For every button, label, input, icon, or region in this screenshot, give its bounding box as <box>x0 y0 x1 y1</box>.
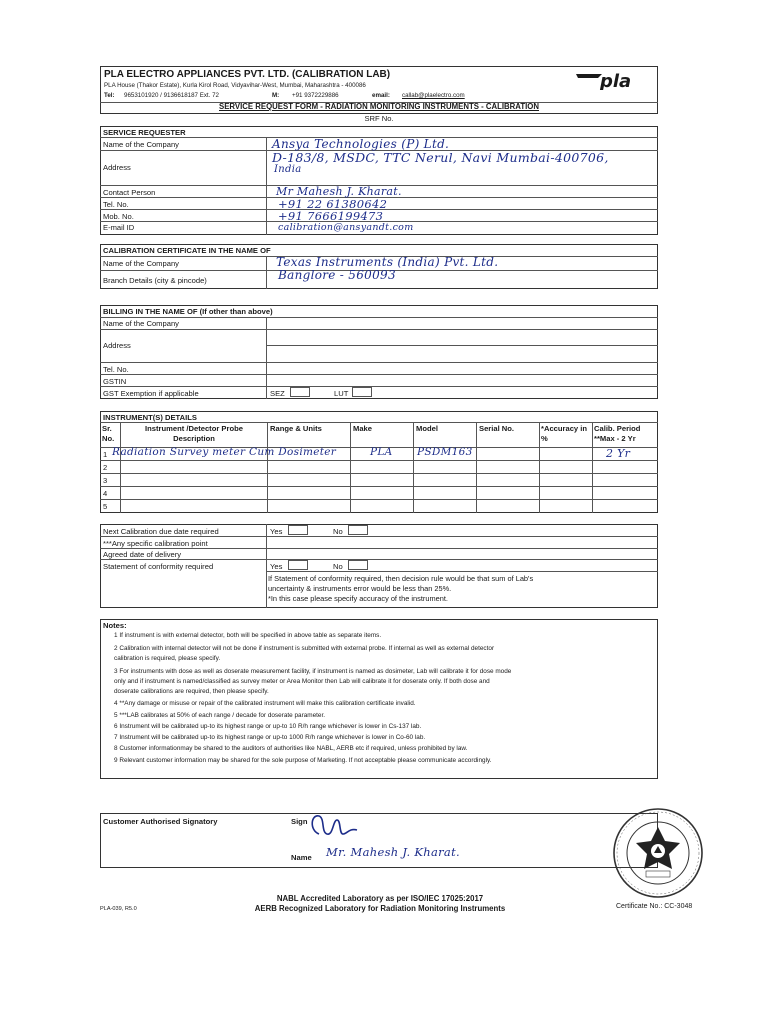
divider <box>100 329 658 330</box>
col-sr-no: Sr. No. <box>102 424 115 443</box>
row-number: 5 <box>103 502 108 511</box>
next-calibration-label: Next Calibration due date required <box>103 527 219 536</box>
divider <box>100 317 658 318</box>
billing-gst-exemption-label: GST Exemption if applicable <box>103 389 199 398</box>
billing-heading: BILLING IN THE NAME OF (If other than above) <box>103 307 273 316</box>
company-address: PLA House (Thakor Estate), Kurla Kirol Road, Vidyavihar-West, Mumbai, Maharashtra - 400086 <box>104 82 366 89</box>
divider <box>266 571 658 572</box>
note-item: 2 Calibration with internal detector will not be done if instrument is submitted with external probe. If internal as well as external detector <box>114 645 495 652</box>
lut-checkbox[interactable] <box>352 387 372 397</box>
certificate-number: Certificate No.: CC-3048 <box>616 903 693 910</box>
note-item: 6 Instrument will be calibrated up-to its highest range or up-to 10 R/h range whichever is lower in Cs-137 lab. <box>114 723 422 730</box>
requester-contact-value[interactable]: Mr Mahesh J. Kharat. <box>276 185 402 198</box>
billing-gstin-label: GSTIN <box>103 377 127 386</box>
signatory-label: Customer Authorised Signatory <box>103 817 218 826</box>
divider <box>100 362 658 363</box>
col-accuracy: *Accuracy in % <box>541 424 588 443</box>
pla-logo <box>572 70 650 90</box>
requester-heading: SERVICE REQUESTER <box>103 128 186 137</box>
requester-mob-value[interactable]: +91 7666199473 <box>278 209 384 223</box>
row-number: 1 <box>103 450 108 459</box>
note-item: calibration is required, please specify. <box>114 655 221 662</box>
sign-label: Sign <box>291 817 308 826</box>
billing-section <box>100 305 658 399</box>
email-value[interactable]: callab@plaelectro.com <box>402 92 465 99</box>
divider <box>266 524 267 608</box>
col-make: Make <box>353 424 372 433</box>
certificate-heading: CALIBRATION CERTIFICATE IN THE NAME OF <box>103 246 271 255</box>
conformity-note-3: *In this case please specify accuracy of the instrument. <box>268 594 448 603</box>
note-item: 1 If instrument is with external detector, both will be specified in above table as separate items. <box>114 632 382 639</box>
requester-company-label: Name of the Company <box>103 140 179 149</box>
divider <box>100 486 658 487</box>
row-number: 3 <box>103 476 108 485</box>
divider <box>539 422 540 513</box>
divider <box>266 256 267 289</box>
col-description: Instrument /Detector Probe Description <box>145 424 243 443</box>
next-cal-yes-checkbox[interactable] <box>288 525 308 535</box>
certificate-branch-label: Branch Details (city & pincode) <box>103 276 207 285</box>
next-cal-yes-label: Yes <box>270 527 283 536</box>
divider <box>592 422 593 513</box>
col-period: Calib. Period **Max - 2 Yr <box>594 424 641 443</box>
conformity-label: Statement of conformity required <box>103 562 214 571</box>
divider <box>100 386 658 387</box>
note-item: 5 ***LAB calibrates at 50% of each range / decade for doserate parameter. <box>114 712 326 719</box>
divider <box>100 548 658 549</box>
divider <box>100 559 658 560</box>
requester-company-value[interactable]: Ansya Technologies (P) Ltd. <box>272 137 450 151</box>
requester-tel-label: Tel. No. <box>103 200 129 209</box>
divider <box>100 536 658 537</box>
row1-model[interactable]: PSDM163 <box>417 446 473 458</box>
divider <box>350 422 351 513</box>
email-label: email: <box>372 92 390 99</box>
divider <box>100 473 658 474</box>
sez-checkbox[interactable] <box>290 387 310 397</box>
sez-label: SEZ <box>270 389 285 398</box>
conformity-note-2: uncertainty & instruments error would be less than 25%. <box>268 584 452 593</box>
requester-mob-label: Mob. No. <box>103 212 134 221</box>
note-item: only and if instrument is named/classified as survey meter or Area Monitor then Lab will calibrate it for doserate only. If both dose and <box>114 678 490 685</box>
conformity-yes-checkbox[interactable] <box>288 560 308 570</box>
conformity-note-1: If Statement of conformity required, then decision rule would be that sum of Lab's <box>268 574 534 583</box>
mobile-value: +91 9372229886 <box>292 92 339 99</box>
divider <box>100 499 658 500</box>
col-serial: Serial No. <box>479 424 515 433</box>
srf-label: SRF No. <box>364 114 394 123</box>
note-item: 9 Relevant customer information may be shared for the sole purpose of Marketing. If not acceptable please communicate accordingly. <box>114 757 492 764</box>
name-label: Name <box>291 853 312 862</box>
signatory-name-value[interactable]: Mr. Mahesh J. Kharat. <box>326 845 460 859</box>
billing-company-label: Name of the Company <box>103 319 179 328</box>
next-cal-no-label: No <box>333 527 343 536</box>
divider <box>100 422 658 423</box>
requester-email-label: E-mail ID <box>103 223 135 232</box>
note-item: 8 Customer informationmay be shared to the auditors of authorities like NABL, AERB etc if required, unless prohibited by law. <box>114 745 468 752</box>
signature-image[interactable] <box>305 810 365 840</box>
certificate-branch-value[interactable]: Banglore - 560093 <box>278 268 396 282</box>
requester-contact-label: Contact Person <box>103 188 156 197</box>
divider <box>476 422 477 513</box>
mobile-label: M: <box>272 92 280 99</box>
tel-label: Tel: <box>104 92 115 99</box>
divider <box>267 422 268 513</box>
certificate-company-value[interactable]: Texas Instruments (India) Pvt. Ltd. <box>276 255 499 269</box>
form-title: SERVICE REQUEST FORM - RADIATION MONITORING INSTRUMENTS - CALIBRATION <box>219 102 539 111</box>
nabl-accreditation: NABL Accredited Laboratory as per ISO/IEC 17025:2017 <box>276 894 484 903</box>
specific-point-label: ***Any specific calibration point <box>103 539 208 548</box>
requester-address-line1[interactable]: D-183/8, MSDC, TTC Nerul, Navi Mumbai-400706, <box>272 150 609 165</box>
instruments-heading: INSTRUMENT(S) DETAILS <box>103 413 197 422</box>
tel-value: 9653101920 / 9136618187 Ext. 72 <box>124 92 219 99</box>
divider <box>100 374 658 375</box>
aerb-recognition: AERB Recognized Laboratory for Radiation Monitoring Instruments <box>254 904 506 913</box>
requester-email-value[interactable]: calibration@ansyandt.com <box>278 222 414 233</box>
next-cal-no-checkbox[interactable] <box>348 525 368 535</box>
row-number: 2 <box>103 463 108 472</box>
row-number: 4 <box>103 489 108 498</box>
conformity-yes-label: Yes <box>270 562 283 571</box>
billing-address-label: Address <box>103 341 131 350</box>
divider <box>413 422 414 513</box>
form-code: PLA-039, R5.0 <box>100 906 137 912</box>
col-model: Model <box>416 424 438 433</box>
requester-address-line2[interactable]: India <box>274 164 302 175</box>
note-item: 7 Instrument will be calibrated up-to its highest range or up-to 1000 R/h range whichever is lower in Co-60 lab. <box>114 734 426 741</box>
note-item: 4 **Any damage or misuse or repair of the calibrated instrument will make this calibration certificate invalid. <box>114 700 416 707</box>
divider <box>266 345 658 346</box>
nabl-seal <box>610 805 706 901</box>
notes-heading: Notes: <box>103 621 127 630</box>
certificate-company-label: Name of the Company <box>103 259 179 268</box>
lut-label: LUT <box>334 389 349 398</box>
note-item: doserate calibrations are required, then please specify. <box>114 688 269 695</box>
conformity-no-label: No <box>333 562 343 571</box>
company-name: PLA ELECTRO APPLIANCES PVT. LTD. (CALIBRATION LAB) <box>104 69 391 80</box>
pla-logo-text: pla <box>600 71 632 90</box>
notes-section <box>100 619 658 779</box>
divider <box>120 422 121 513</box>
delivery-date-label: Agreed date of delivery <box>103 550 182 559</box>
col-range: Range & Units <box>270 424 322 433</box>
requester-address-label: Address <box>103 163 131 172</box>
row1-period[interactable]: 2 Yr <box>606 447 631 460</box>
row1-make[interactable]: PLA <box>370 446 393 458</box>
requester-tel-value[interactable]: +91 22 61380642 <box>278 197 388 211</box>
billing-tel-label: Tel. No. <box>103 365 129 374</box>
conformity-no-checkbox[interactable] <box>348 560 368 570</box>
note-item: 3 For instruments with dose as well as doserate measurement facility, if instrument is named as dosimeter, Lab will calibrate it for dose mode <box>114 668 512 675</box>
row1-description[interactable]: Radiation Survey meter Cum Dosimeter <box>112 446 337 458</box>
divider <box>266 317 267 399</box>
divider <box>100 460 658 461</box>
